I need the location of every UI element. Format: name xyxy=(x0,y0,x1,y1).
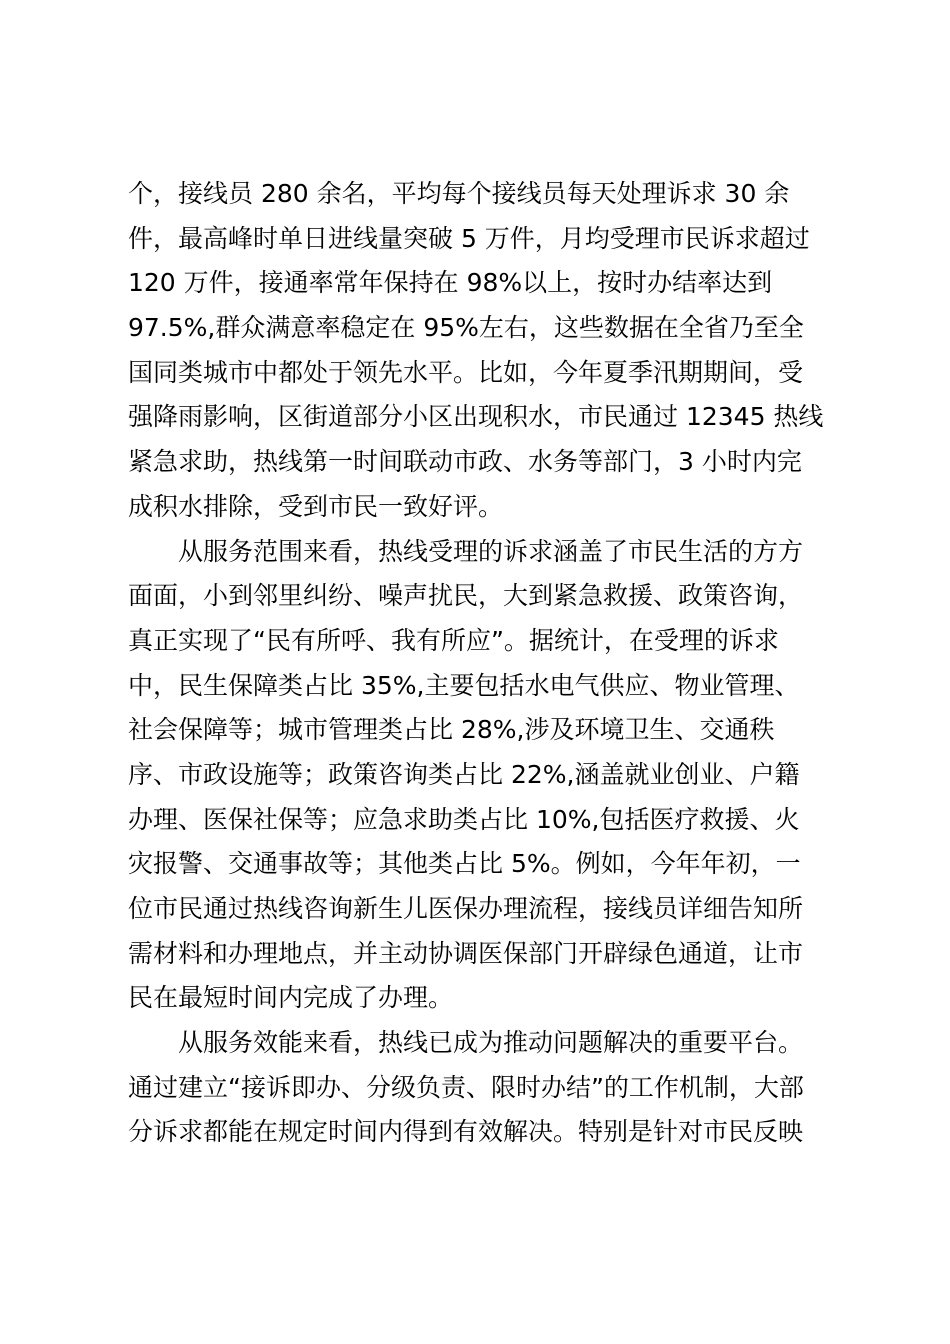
text-line: 民在最短时间内完成了办理。 xyxy=(128,983,454,1013)
text-line: 需材料和办理地点，并主动协调医保部门开辟绿色通道，让市 xyxy=(128,938,804,968)
text-line: 社会保障等；城市管理类占比 28%,涉及环境卫生、交通秩 xyxy=(128,715,775,745)
document-body xyxy=(128,172,828,1155)
text-line: 办理、医保社保等；应急求助类占比 10%,包括医疗救援、火 xyxy=(128,804,800,834)
text-line: 紧急求助，热线第一时间联动市政、水务等部门，3 小时内完 xyxy=(128,447,802,477)
paragraph-3 xyxy=(128,1021,828,1155)
text-line: 灾报警、交通事故等；其他类占比 5%。例如，今年年初，一 xyxy=(128,849,801,879)
text-line: 面面，小到邻里纠纷、噪声扰民，大到紧急救援、政策咨询， xyxy=(128,581,804,611)
text-line: 成积水排除，受到市民一致好评。 xyxy=(128,491,504,521)
text-line: 从服务范围来看，热线受理的诉求涵盖了市民生活的方方 xyxy=(128,536,804,566)
text-line: 序、市政设施等；政策咨询类占比 22%,涵盖就业创业、户籍 xyxy=(128,759,800,789)
text-line: 中，民生保障类占比 35%,主要包括水电气供应、物业管理、 xyxy=(128,670,800,700)
text-line: 97.5%,群众满意率稳定在 95%左右，这些数据在全省乃至全 xyxy=(128,313,804,343)
text-line: 120 万件，接通率常年保持在 98%以上，按时办结率达到 xyxy=(128,268,773,298)
text-line: 件，最高峰时单日进线量突破 5 万件，月均受理市民诉求超过 xyxy=(128,223,810,253)
text-line: 强降雨影响，区街道部分小区出现积水，市民通过 12345 热线 xyxy=(128,402,824,432)
text-line: 国同类城市中都处于领先水平。比如，今年夏季汛期期间，受 xyxy=(128,357,804,387)
text-line: 个，接线员 280 余名，平均每个接线员每天处理诉求 30 余 xyxy=(128,179,790,208)
text-line: 通过建立“接诉即办、分级负责、限时办结”的工作机制，大部 xyxy=(128,1072,804,1102)
text-line: 从服务效能来看，热线已成为推动问题解决的重要平台。 xyxy=(128,1028,804,1058)
text-line: 位市民通过热线咨询新生儿医保办理流程，接线员详细告知所 xyxy=(128,894,804,923)
text-line: 分诉求都能在规定时间内得到有效解决。特别是针对市民反映 xyxy=(128,1117,804,1147)
text-line: 真正实现了“民有所呼、我有所应”。据统计，在受理的诉求 xyxy=(128,625,779,655)
paragraph-2 xyxy=(128,530,828,1022)
paragraph-1 xyxy=(128,172,828,530)
